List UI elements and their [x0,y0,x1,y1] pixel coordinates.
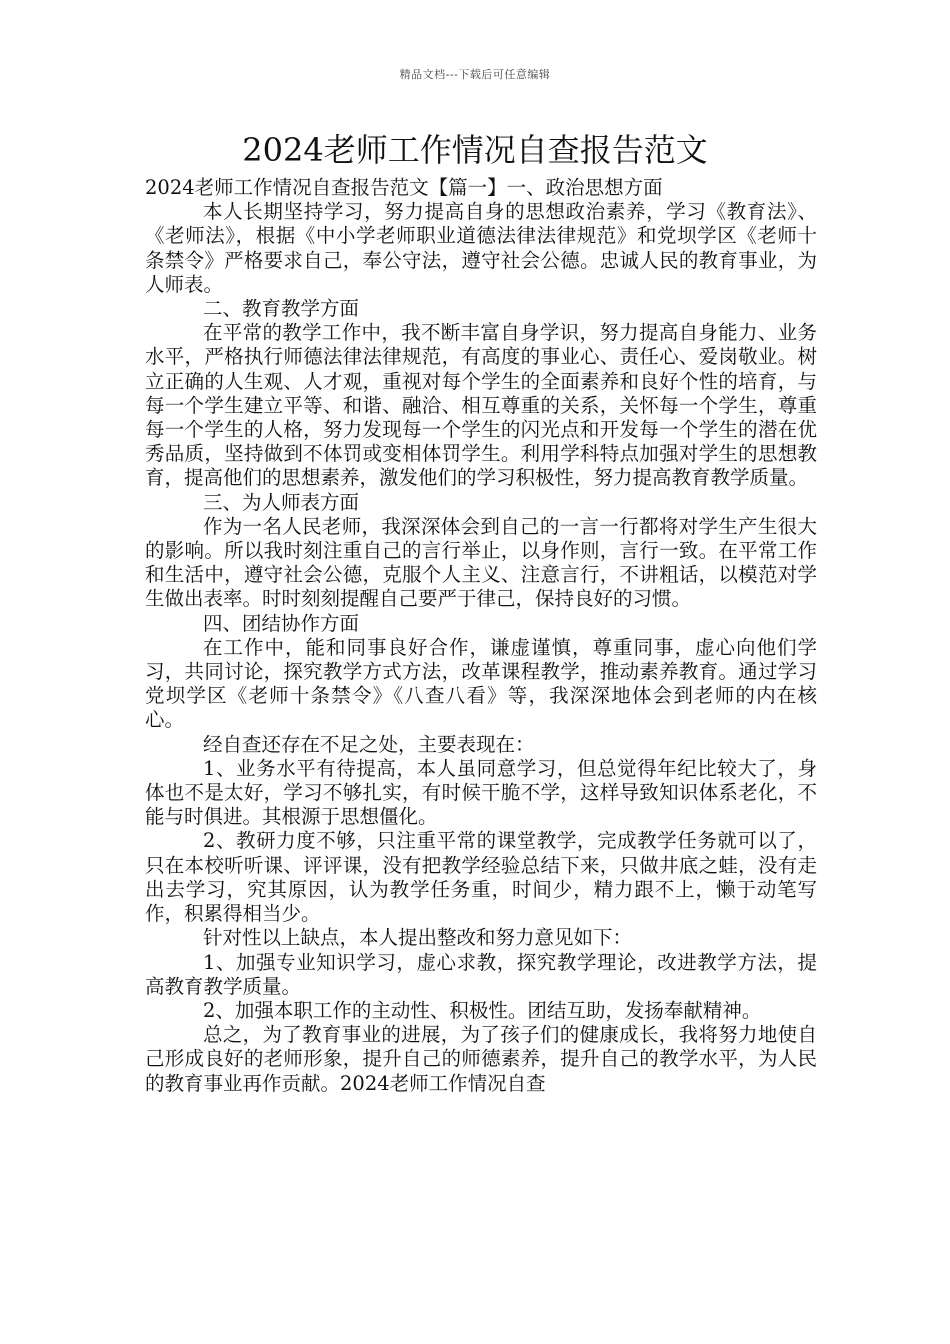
document-body [145,176,817,1096]
list-item: 1、业务水平有待提高，本人虽同意学习，但总觉得年纪比较大了，身体也不是太好，学习不够扎实，有时候干脆不学，这样导致知识体系老化，不能与时俱进。其根源于思想僵化。 [145,756,817,829]
paragraph: 2024老师工作情况自查报告范文【篇一】一、政治思想方面 [145,176,663,199]
section-heading: 二、教育教学方面 [203,297,360,321]
list-item: 1、加强专业知识学习，虚心求教，探究教学理论，改进教学方法，提高教育教学质量。 [145,950,817,998]
list-item: 2、加强本职工作的主动性、积极性。团结互助，发扬奉献精神。 [203,998,762,1022]
paragraph: 在平常的教学工作中，我不断丰富自身学识，努力提高自身能力、业务水平，严格执行师德法律法律规范，有高度的事业心、责任心、爱岗敬业。树立正确的人生观、人才观，重视对每个学生的全面素养和良好个性的培育，与每一个学生建立平等、和谐、融洽、相互尊重的关系，关怀每一个学生，尊重每一个学生的人格，努力发现每一个学生的闪光点和开发每一个学生的潜在优秀品质，坚持做到不体罚或变相体罚学生。利用学科特点加强对学生的思想教育，提高他们的思想素养，激发他们的学习积极性，努力提高教育教学质量。 [145,321,817,490]
document-title: 2024老师工作情况自查报告范文 [242,131,708,169]
paragraph: 作为一名人民老师，我深深体会到自己的一言一行都将对学生产生很大的影响。所以我时刻注重自己的言行举止，以身作则，言行一致。在平常工作和生活中，遵守社会公德，克服个人主义、注意言行，不讲粗话，以模范对学生做出表率。时时刻刻提醒自己要严于律己，保持良好的习惯。 [145,514,817,611]
paragraph: 针对性以上缺点，本人提出整改和努力意见如下： [203,926,633,950]
paragraph: 总之，为了教育事业的进展，为了孩子们的健康成长，我将努力地使自己形成良好的老师形象，提升自己的师德素养，提升自己的教学水平，为人民的教育事业再作贡献。2024老师工作情况自查 [145,1023,817,1095]
section-heading: 四、团结协作方面 [203,611,360,635]
paragraph: 经自查还存在不足之处，主要表现在： [203,732,535,756]
header-note: 精品文档---下载后可任意编辑 [399,68,551,81]
section-heading: 三、为人师表方面 [203,490,360,514]
paragraph: 本人长期坚持学习，努力提高自身的思想政治素养，学习《教育法》、《老师法》，根据《中小学老师职业道德法律法律规范》和党坝学区《老师十条禁令》严格要求自己，奉公守法，遵守社会公德。忠诚人民的教育事业，为人师表。 [145,200,817,296]
paragraph: 在工作中，能和同事良好合作，谦虚谨慎，尊重同事，虚心向他们学习，共同讨论，探究教学方式方法，改革课程教学，推动素养教育。通过学习党坝学区《老师十条禁令》《八查八看》等，我深深地体会到老师的内在核心。 [145,635,817,732]
list-item: 2、教研力度不够，只注重平常的课堂教学，完成教学任务就可以了，只在本校听听课、评评课，没有把教学经验总结下来，只做井底之蛙，没有走出去学习，究其原因，认为教学任务重，时间少，精力跟不上，懒于动笔写作，积累得相当少。 [145,829,817,926]
